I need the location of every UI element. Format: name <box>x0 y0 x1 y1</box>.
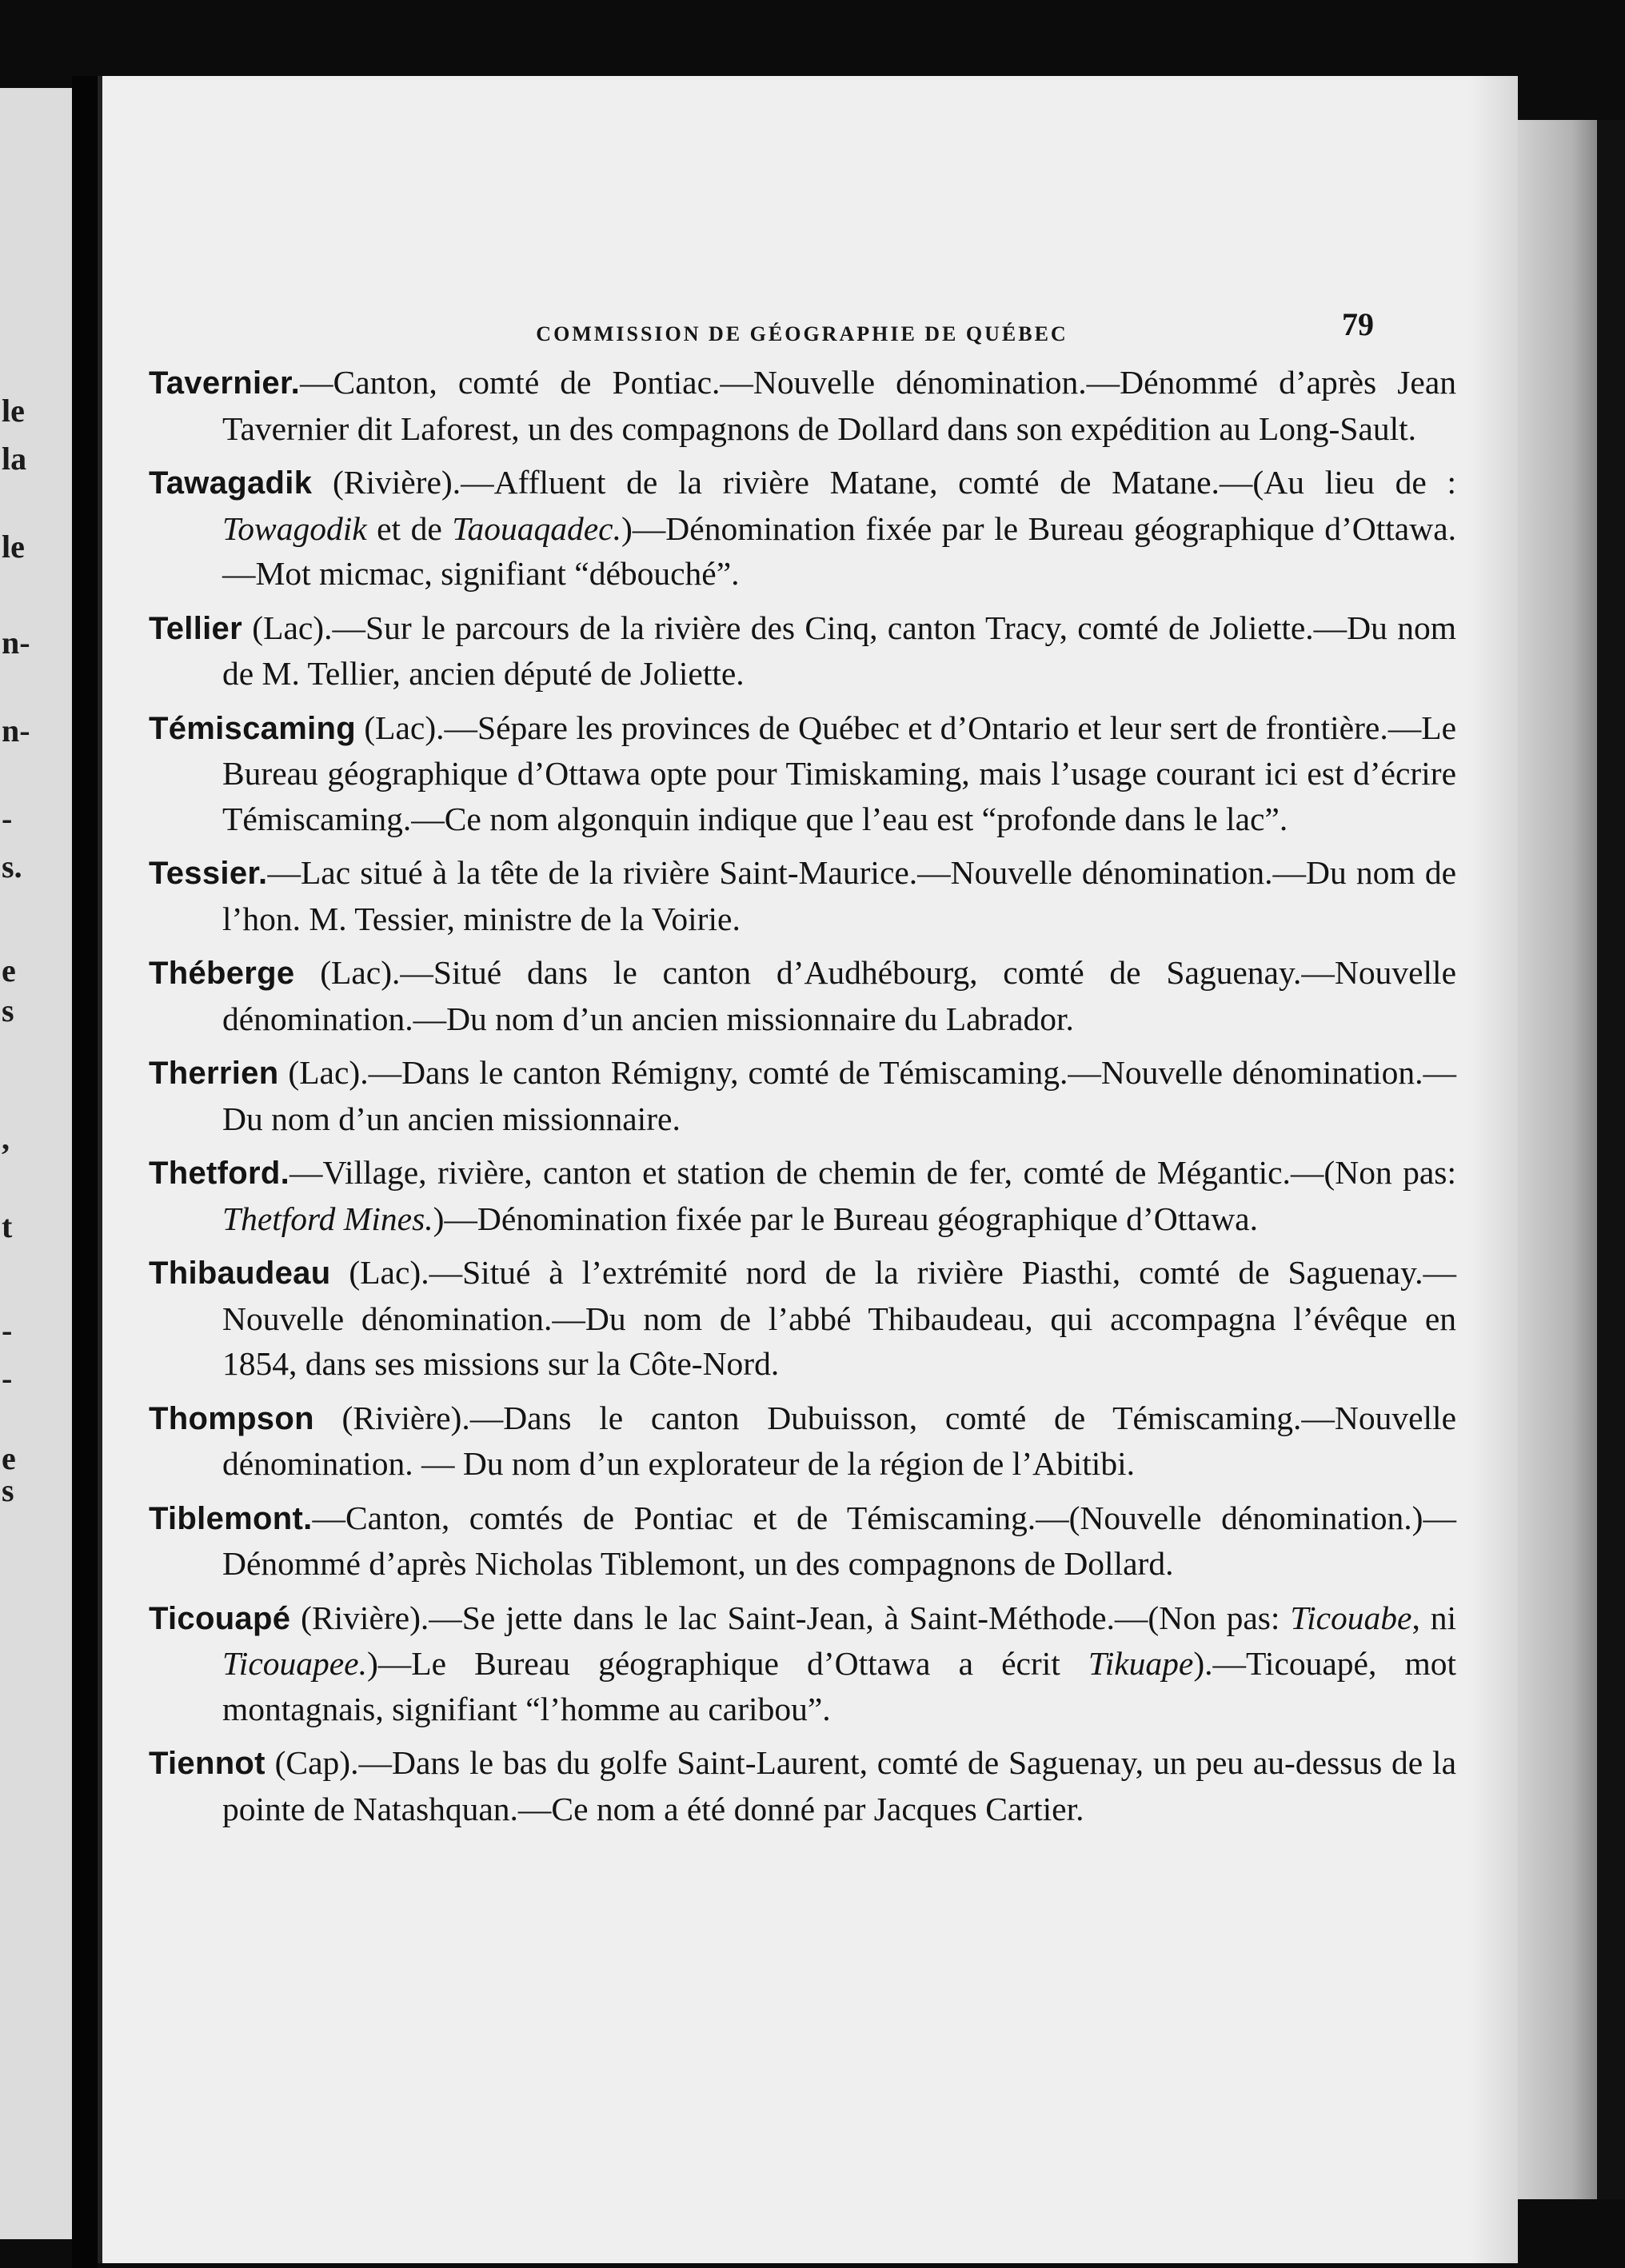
entry-text: —Canton, comtés de Pontiac et de Témiscaming.—(Nouvelle dénomination.)—Dénommé d’après Nicholas Tiblemont, un des compagnons de Dollard. <box>222 1499 1456 1582</box>
gazetteer-entry <box>149 605 1456 697</box>
running-head: COMMISSION DE GÉOGRAPHIE DE QUÉBEC <box>536 322 1068 345</box>
book-gutter <box>72 76 98 2268</box>
gazetteer-entry <box>149 1150 1456 1241</box>
entry-text: , ni <box>1411 1599 1457 1636</box>
gazetteer-entries <box>149 360 1456 1840</box>
entry-headword: Thompson <box>149 1400 314 1436</box>
entry-text: )—Dénomination fixée par le Bureau géographique d’Ottawa. <box>433 1200 1258 1237</box>
entry-headword: Tawagadik <box>149 465 313 501</box>
left-page-fragment-text: n- <box>2 713 30 749</box>
entry-text: (Lac).—Sépare les provinces de Québec et d’Ontario et leur sert de frontière.—Le Bureau géographique d’Ottawa opte pour Timiskaming, mais l’usage courant ici est d’écrire Témiscaming.—Ce nom algonquin indique que l’eau est “profonde dans le lac”. <box>222 709 1456 837</box>
gazetteer-entry <box>149 1740 1456 1831</box>
gazetteer-entry <box>149 850 1456 941</box>
entry-headword: Tavernier. <box>149 365 301 401</box>
left-page-fragment-text: e <box>2 1440 16 1476</box>
left-page-fragment-text: s. <box>2 849 22 884</box>
entry-headword: Témiscaming <box>149 710 356 746</box>
left-page-fragment-text: - <box>2 1312 13 1348</box>
entry-text: )—Dénomination fixée par le Bureau géographique d’Ottawa.—Mot micmac, signifiant “débouché”. <box>222 509 1456 592</box>
gazetteer-entry <box>149 1050 1456 1141</box>
gazetteer-entry <box>149 1396 1456 1487</box>
left-page-fragment-text: , <box>2 1120 10 1156</box>
scan-border <box>1597 120 1625 2199</box>
left-page-fragment-text: s <box>2 1472 14 1508</box>
book-page <box>98 76 1518 2263</box>
left-page-fragment-text: - <box>2 801 13 837</box>
entry-italic-name: Towagodik <box>222 509 367 547</box>
page-number: 79 <box>1342 306 1374 342</box>
gazetteer-entry <box>149 950 1456 1041</box>
entry-text: )—Le Bureau géographique d’Ottawa a écrit <box>366 1645 1088 1682</box>
gazetteer-entry <box>149 1595 1456 1732</box>
left-page-fragment-text: t <box>2 1208 13 1244</box>
gazetteer-entry <box>149 460 1456 597</box>
entry-text: (Lac).—Sur le parcours de la rivière des Cinq, canton Tracy, comté de Joliette.—Du nom de M. Tellier, ancien député de Joliette. <box>222 609 1456 692</box>
entry-italic-name: Ticouabe <box>1290 1599 1412 1636</box>
entry-text: (Rivière).—Affluent de la rivière Matane, comté de Matane.—(Au lieu de : <box>312 464 1456 501</box>
left-page-fragment-text: e <box>2 952 16 988</box>
entry-headword: Théberge <box>149 956 295 991</box>
gazetteer-entry <box>149 1250 1456 1387</box>
entry-headword: Ticouapé <box>149 1600 291 1636</box>
entry-text: (Rivière).—Se jette dans le lac Saint-Jean, à Saint-Méthode.—(Non pas: <box>290 1599 1291 1636</box>
entry-text: (Lac).—Situé à l’extrémité nord de la rivière Piasthi, comté de Saguenay.—Nouvelle dénomination.—Du nom de l’abbé Thibaudeau, qui accompagna l’évêque en 1854, dans ses missions sur la Côte-Nord. <box>222 1254 1456 1382</box>
left-page-fragment-text: le <box>2 393 25 429</box>
page-edge <box>1513 120 1597 2199</box>
entry-headword: Therrien <box>149 1056 279 1091</box>
entry-text: et de <box>366 509 453 547</box>
entry-text: (Lac).—Dans le canton Rémigny, comté de Témiscaming.—Nouvelle dénomination.—Du nom d’un ancien missionnaire. <box>222 1054 1456 1137</box>
entry-headword: Tiblemont. <box>149 1500 313 1536</box>
entry-italic-name: Ticouapee. <box>222 1645 367 1682</box>
entry-text: (Lac).—Situé dans le canton d’Audhébourg, comté de Saguenay.—Nouvelle dénomination.—Du nom d’un ancien missionnaire du Labrador. <box>222 954 1456 1037</box>
left-page-fragment-text: - <box>2 1360 13 1396</box>
entry-headword: Tiennot <box>149 1746 266 1781</box>
entry-headword: Tessier. <box>149 856 268 891</box>
left-page-fragment-text: le <box>2 529 25 565</box>
entry-headword: Thetford. <box>149 1156 290 1191</box>
entry-text: —Village, rivière, canton et station de chemin de fer, comté de Mégantic.—(Non pas: <box>289 1154 1456 1191</box>
entry-text: (Cap).—Dans le bas du golfe Saint-Laurent, comté de Saguenay, un peu au-dessus de la pointe de Natashquan.—Ce nom a été donné par Jacques Cartier. <box>222 1744 1456 1827</box>
gazetteer-entry <box>149 705 1456 842</box>
left-page-fragment-text: la <box>2 441 27 477</box>
entry-text: ).—Ticouapé, mot montagnais, signifiant “l’homme au caribou”. <box>222 1645 1457 1727</box>
entry-text: —Canton, comté de Pontiac.—Nouvelle dénomination.—Dénommé d’après Jean Tavernier dit Laforest, un des compagnons de Dollard dans son expédition au Long-Sault. <box>222 364 1456 447</box>
left-page-fragment-text: n- <box>2 625 30 661</box>
left-page-fragment-text: s <box>2 992 14 1028</box>
entry-italic-name: Tikuape <box>1088 1645 1194 1682</box>
entry-headword: Tellier <box>149 610 242 646</box>
entry-text: (Rivière).—Dans le canton Dubuisson, comté de Témiscaming.—Nouvelle dénomination. — Du nom d’un explorateur de la région de l’Abitibi. <box>222 1399 1456 1482</box>
entry-headword: Thibaudeau <box>149 1256 331 1291</box>
entry-italic-name: Taouaqadec. <box>452 509 621 547</box>
entry-italic-name: Thetford Mines. <box>222 1200 433 1237</box>
gazetteer-entry <box>149 1495 1456 1587</box>
entry-text: —Lac situé à la tête de la rivière Saint-Maurice.—Nouvelle dénomination.—Du nom de l’hon. M. Tessier, ministre de la Voirie. <box>222 854 1456 937</box>
gazetteer-entry <box>149 360 1456 451</box>
